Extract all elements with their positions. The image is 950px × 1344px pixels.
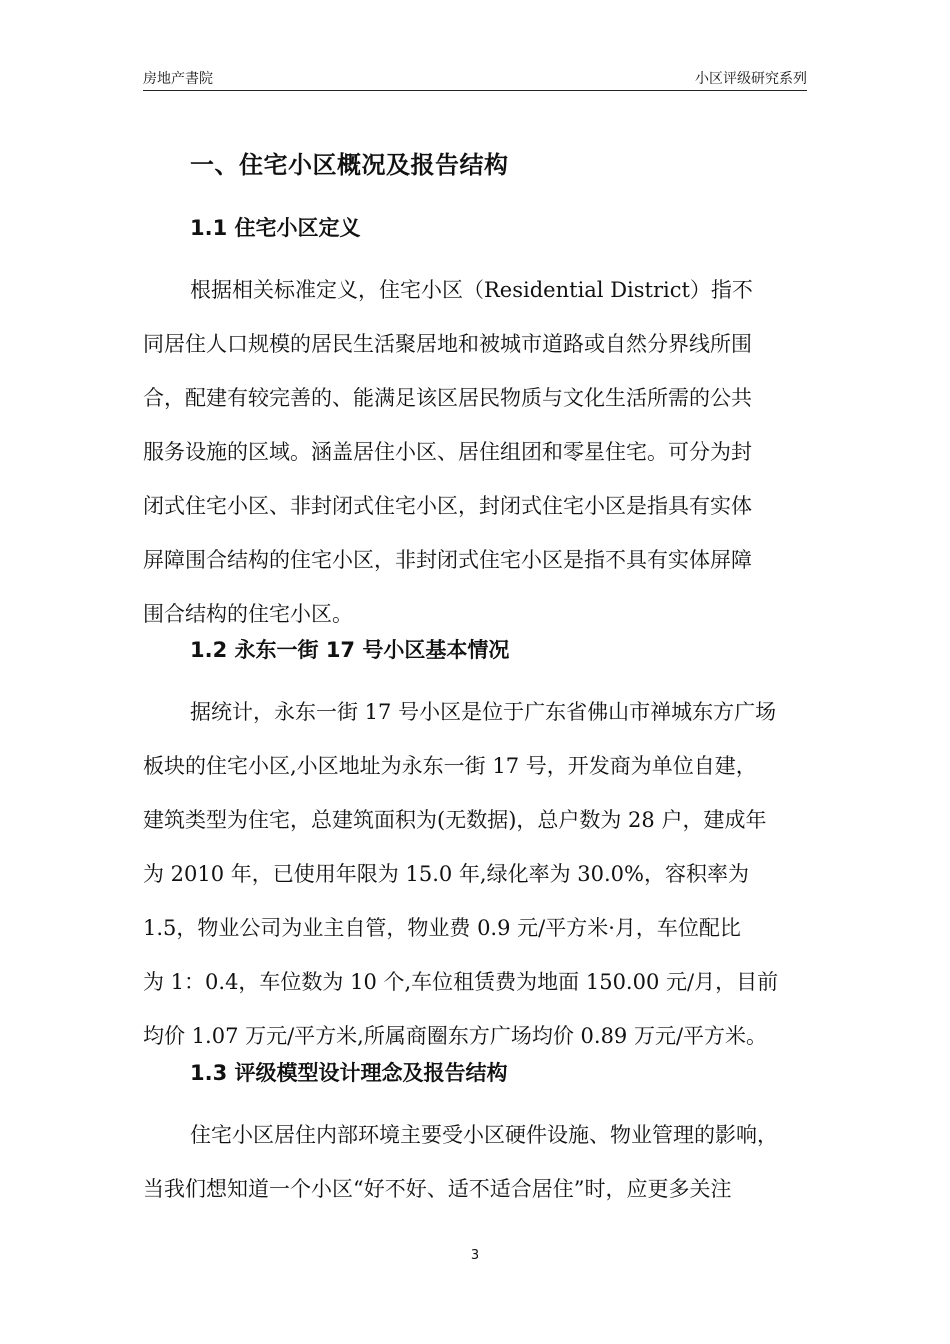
paragraph-line: 合，配建有较完善的、能满足该区居民物质与文化生活所需的公共: [143, 386, 752, 410]
header-right-text: 小区评级研究系列: [695, 71, 807, 87]
paragraph-line: 同居住人口规模的居民生活聚居地和被城市道路或自然分界线所围: [143, 332, 752, 356]
page-header: [143, 66, 807, 91]
paragraph-line: 服务设施的区域。涵盖居住小区、居住组团和零星住宅。可分为封: [143, 440, 752, 464]
paragraph-line: 板块的住宅小区,小区地址为永东一街 17 号，开发商为单位自建，: [143, 754, 757, 778]
section-1-3-paragraph: [143, 1120, 807, 1228]
section-1-1-paragraph: [143, 275, 807, 653]
paragraph-line: 闭式住宅小区、非封闭式住宅小区，封闭式住宅小区是指具有实体: [143, 494, 752, 518]
chapter-title: 一、住宅小区概况及报告结构: [190, 151, 509, 179]
paragraph-line: 1.5，物业公司为业主自管，物业费 0.9 元/平方米·月，车位配比: [143, 916, 741, 940]
section-heading-1-1: 1.1 住宅小区定义: [190, 216, 361, 240]
paragraph-line: 屏障围合结构的住宅小区，非封闭式住宅小区是指不具有实体屏障: [143, 548, 752, 572]
paragraph-line: 据统计，永东一街 17 号小区是位于广东省佛山市禅城东方广场: [190, 700, 777, 724]
paragraph-line: 当我们想知道一个小区“好不好、适不适合居住”时，应更多关注: [143, 1177, 732, 1201]
paragraph-line: 为 2010 年，已使用年限为 15.0 年,绿化率为 30.0%，容积率为: [143, 862, 749, 886]
paragraph-line: 为 1：0.4，车位数为 10 个,车位租赁费为地面 150.00 元/月，目前: [143, 970, 779, 994]
header-left-text: 房地产書院: [143, 71, 213, 87]
section-heading-1-3: 1.3 评级模型设计理念及报告结构: [190, 1061, 508, 1085]
paragraph-line: 住宅小区居住内部环境主要受小区硬件设施、物业管理的影响，: [190, 1123, 778, 1147]
section-heading-1-2: 1.2 永东一街 17 号小区基本情况: [190, 638, 510, 662]
section-1-2-paragraph: [143, 697, 807, 1075]
paragraph-line: 根据相关标准定义，住宅小区（Residential District）指不: [190, 278, 753, 302]
paragraph-line: 均价 1.07 万元/平方米,所属商圈东方广场均价 0.89 万元/平方米。: [143, 1024, 768, 1048]
page-number: 3: [470, 1248, 480, 1263]
paragraph-line: 围合结构的住宅小区。: [143, 602, 353, 626]
paragraph-line: 建筑类型为住宅，总建筑面积为(无数据)，总户数为 28 户，建成年: [143, 808, 767, 832]
